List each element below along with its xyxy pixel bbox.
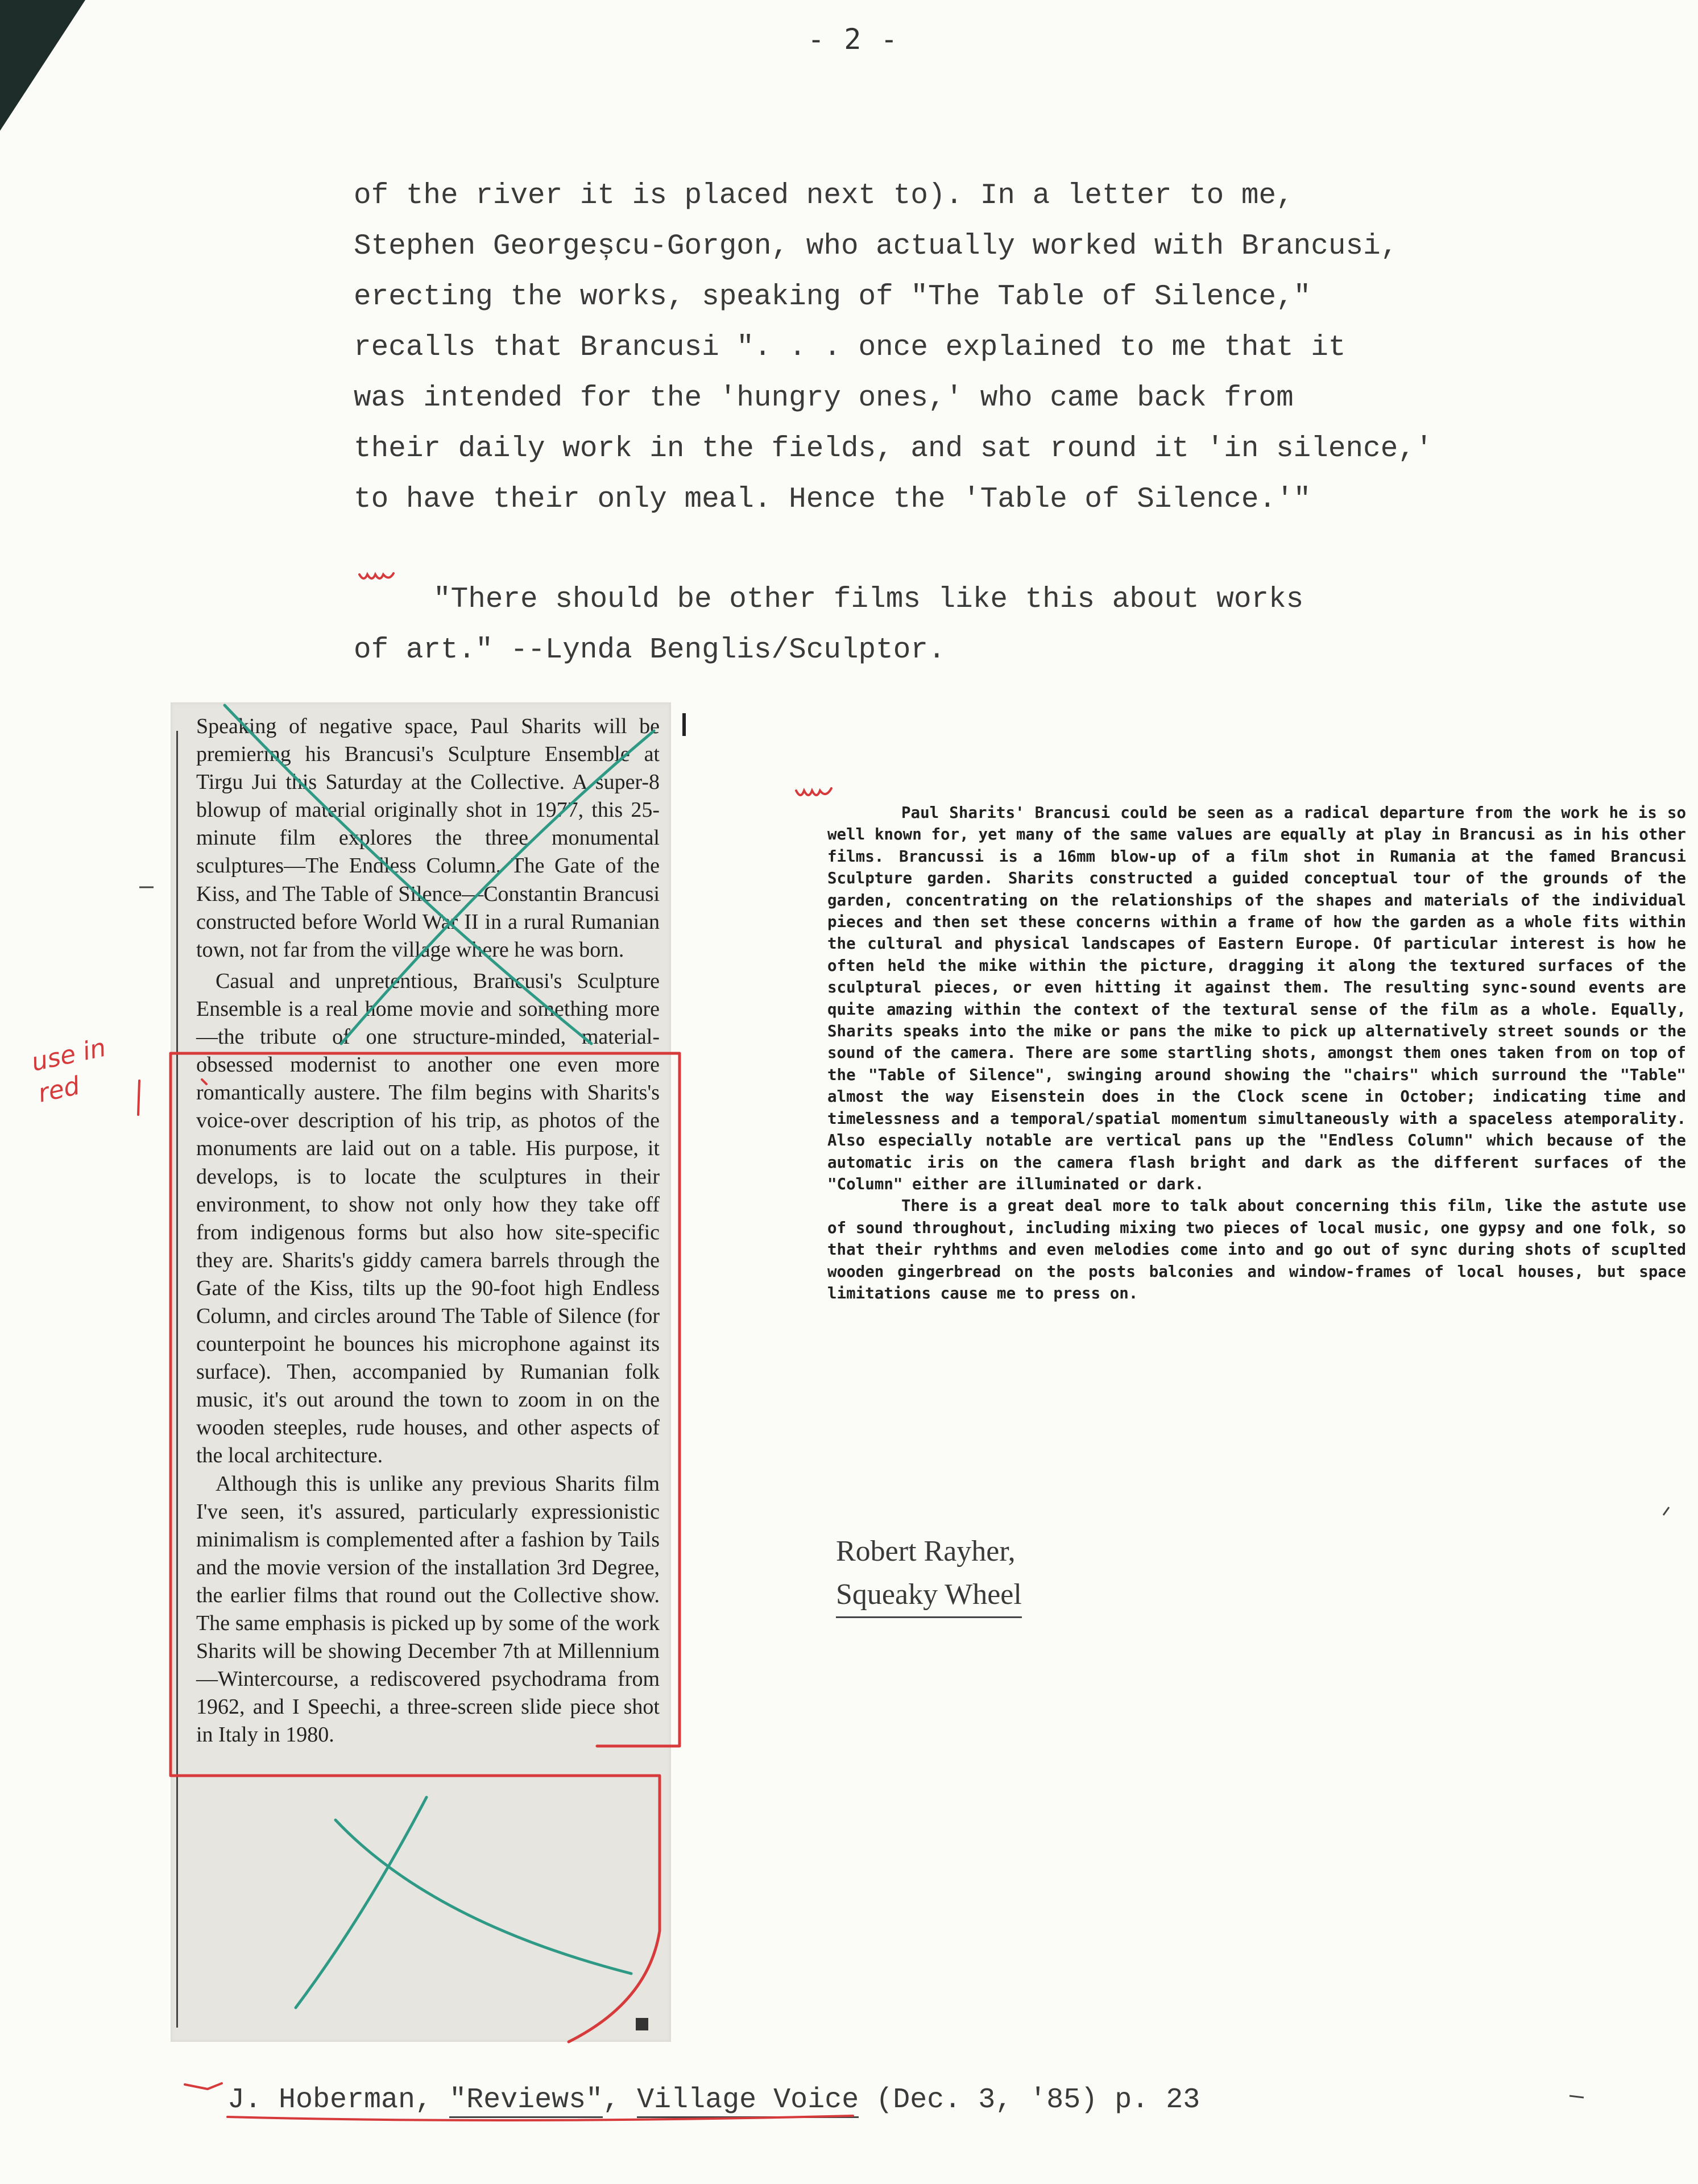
scan-corner-shadow xyxy=(0,0,85,131)
newspaper-clipping xyxy=(171,702,671,2042)
typed-review xyxy=(827,802,1686,1304)
citation-author: J. Hoberman, xyxy=(227,2084,450,2116)
red-arrow-mark xyxy=(185,2083,222,2089)
review-paragraph: Paul Sharits' Brancusi could be seen as a radical departure from the work he is so well known for, yet many of the same values are equally at play in Brancusi as in his other films. Brancussi is a 16mm blow-up of a film shot in Rumania at the famed Brancusi Sculpture garden. Sharits constructed a guided conceptual tour of the grounds of the garden, concentrating on the relationships of the shapes and materials of the individual pieces and then set these concerns within a frame of how the garden as a whole fits within the cultural and physical landscapes of Eastern Europe. Of particular interest is how he often held the mike within the picture, dragging it along the textured surfaces of the sculptural pieces, or even hitting it against them. The resulting sync-sound events are quite amazing within the context of the textural sense of the film as a whole. Equally, Sharits speaks into the mike or pans the mike to pick up alternatively street sounds or the sound of the camera. There are some startling shots, amongst them ones taken from on top of the "Table of Silence", swinging around showing the "chairs" which surround the "Table" almost the way Eisenstein does in the Clock scene in October; indicating time and timelessness and a temporal/spatial momentum simultaneously with a spaceless atemporality. Also especially notable are vertical pans up the "Endless Column" which because of the automatic iris on the camera flash bright and dark as the different surfaces of the "Column" either are illuminated or dark. xyxy=(827,804,1686,1193)
clipping-paragraph: Speaking of negative space, Paul Sharits will be premiering his Brancusi's Sculpture Ensemble at Tirgu Jui this Saturday at the Collective. A super-8 blowup of material originally shot in 1977, this 25-minute film explores the three monumental sculptures—The Endless Column, The Gate of the Kiss, and The Table of Silence—Constantin Brancusi constructed before World War II in a rural Rumanian town, not far from the village where he was born. xyxy=(196,714,660,962)
red-scribble xyxy=(796,788,831,795)
signature-name: Robert Rayher, xyxy=(836,1535,1016,1567)
citation-source: Village Voice xyxy=(637,2084,859,2118)
clipping-text xyxy=(196,713,660,1749)
typed-line: to have their only meal. Hence the 'Table of Silence.'" xyxy=(354,483,1311,516)
typed-line: Stephen Georgeșcu-Gorgon, who actually worked with Brancusi, xyxy=(354,230,1398,263)
column-rule xyxy=(176,731,178,2028)
pencil-dash xyxy=(1663,1507,1669,1515)
signature-org: Squeaky Wheel xyxy=(836,1573,1022,1618)
typed-paragraph xyxy=(354,171,1633,525)
review-signature xyxy=(836,1530,1022,1618)
clipping-paragraph: Although this is unlike any previous Sharits film I've seen, it's assured, particularly expressionistic minimalism is complemented after a fashion by Tails and the movie version of the installation 3rd Degree, the earlier films that round out the Collective show. The same emphasis is picked up by some of the work Sharits will be showing December 7th at Millennium—Wintercourse, a rediscovered psychodrama from 1962, and I Speechi, a three-screen slide piece shot in Italy in 1980. xyxy=(196,1471,660,1747)
end-mark-square xyxy=(636,2018,648,2030)
clipping-header-bar xyxy=(682,713,686,736)
quote-line: of art." --Lynda Benglis/Sculptor. xyxy=(354,634,946,667)
benglis-quote xyxy=(354,574,1303,676)
typed-line: erecting the works, speaking of "The Table of Silence," xyxy=(354,281,1311,313)
typed-line: of the river it is placed next to). In a letter to me, xyxy=(354,180,1294,212)
typed-line: was intended for the 'hungry ones,' who came back from xyxy=(354,382,1294,415)
citation-line xyxy=(227,2084,1200,2116)
review-paragraph: There is a great deal more to talk about concerning this film, like the astute use of sound throughout, including mixing two pieces of local music, one gypsy and one folk, so that their ryhthms and even melodies come into and go out of sync during shots of scuplted wooden gingerbread on the posts balconies and window-frames of local houses, but space limitations cause me to press on. xyxy=(827,1197,1686,1302)
citation-title: "Reviews" xyxy=(449,2084,603,2118)
quote-line: "There should be other films like this about works xyxy=(433,584,1304,616)
typed-line: recalls that Brancusi ". . . once explained to me that it xyxy=(354,332,1346,364)
clipping-paragraph: Casual and unpretentious, Brancusi's Sculpture Ensemble is a real home movie and something more—the tribute of one structure-minded, material-obsessed modernist to another one even more romantically austere. The film begins with Sharits's voice-over description of his trip, as photos of the monuments are laid out on a table. His purpose, it develops, is to locate the sculptures in their environment, to show not only how they take off from indigenous forms but also how site-specific they are. Sharits's giddy camera barrels through the Gate of the Kiss, tilts up the 90-foot high Endless Column, and circles around The Table of Silence (for counterpoint he bounces his microphone against its surface). Then, accompanied by Rumanian folk music, it's out around the town to zoom in on the wooden steeples, rude houses, and other aspects of the local architecture. xyxy=(196,969,660,1468)
citation-details: (Dec. 3, '85) p. 23 xyxy=(859,2084,1200,2116)
typed-line: their daily work in the fields, and sat round it 'in silence,' xyxy=(354,433,1433,465)
citation-separator: , xyxy=(603,2084,637,2116)
red-margin-note: use in red xyxy=(28,1033,109,1108)
page-number: - 2 - xyxy=(807,23,899,56)
pencil-dash xyxy=(1569,2096,1584,2098)
